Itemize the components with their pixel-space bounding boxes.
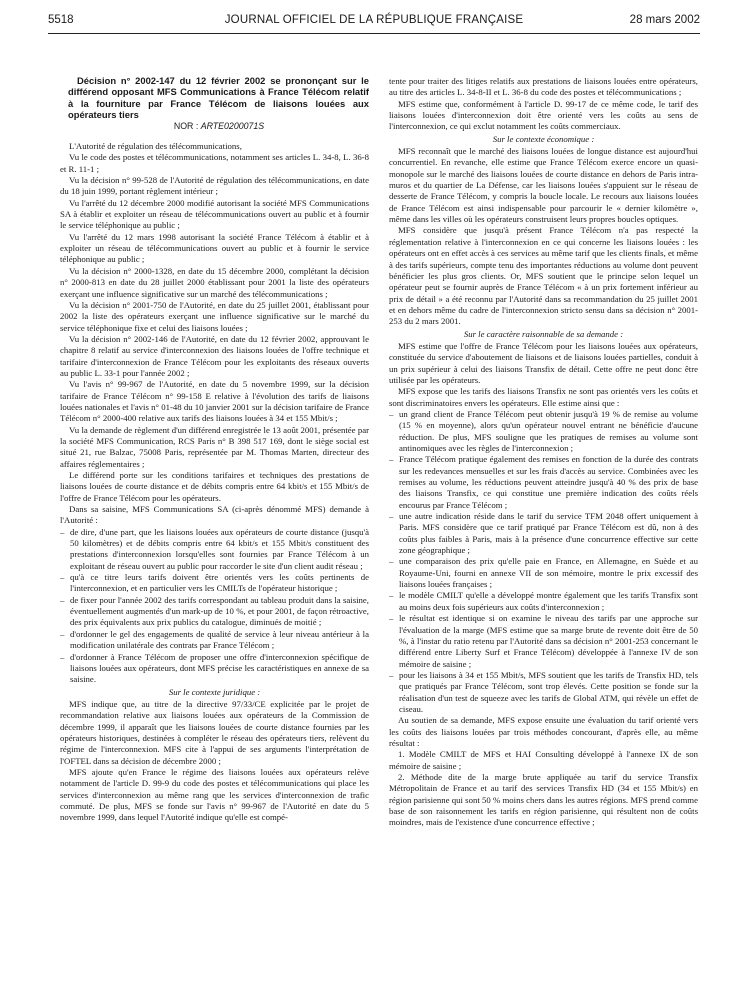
list-item: – de dire, d'une part, que les liaisons louées aux opérateurs de courte distance (jusqu'à 50 kilomètres) et de débits compris entre 64 kbit/s et 155 Mbit/s constituent des prestations d'interconnexion lorsqu'elles sont fournies par France Télécom à un exploitant de réseau ouvert au public pour raccorder le site d'un client audit réseau ; (60, 527, 369, 572)
body-paragraph: MFS ajoute qu'en France le régime des liaisons louées aux opérateurs relève notamment de l'article D. 99-9 du code des postes et télécommunications qui place les services d'interconnexion au même rang que les services d'interconnexion de trafic commuté. De plus, MFS se fonde sur l'avis n° 99-967 de l'Autorité en date du 5 novembre 1999, dans lequel l'Autorité indique qu'elle est compé- (60, 766, 369, 823)
left-column (60, 75, 369, 985)
differend-paragraph: Le différend porte sur les conditions tarifaires et techniques des prestations de liaisons louées de courte distance et de débits compris entre 64 kbit/s et 155 Mbit/s de l'offre de France Télécom pour les opérateurs. (60, 470, 369, 503)
list-item: – le résultat est identique si on examine le niveau des tarifs par une approche sur l'évaluation de la marge (MFS estime que sa marge brute de revente doit être de 50 %, à l'instar du ratio retenu par l'Autorité dans sa décision n° 2001-253 concernant le différend entre Liberty Surf et France Télécom) développée à l'annexe IV de son mémoire de saisine ; (389, 613, 698, 670)
visa-paragraph: Vu la décision n° 2000-1328, en date du 15 décembre 2000, complétant la décision n° 2000-813 en date du 28 juillet 2000 établissant pour 2001 la liste des opérateurs exerçant une influence significative sur un marché des télécommunications ; (60, 265, 369, 299)
method-paragraph: 1. Modèle CMILT de MFS et HAI Consulting développé à l'annexe IX de son mémoire de saisine ; (389, 749, 698, 771)
nor-label: NOR : (173, 120, 199, 131)
visa-paragraph: Vu la décision n° 2001-750 de l'Autorité, en date du 25 juillet 2001, établissant pour 2002 la liste des opérateurs exerçant une influence significative sur le marché du service téléphonique fixe et celui des liaisons louées ; (60, 299, 369, 333)
intro-text: L'Autorité de régulation des télécommunications, (69, 141, 242, 152)
list-item: – qu'à ce titre leurs tarifs doivent être orientés vers les coûts pertinents de l'interconnexion, et en particulier vers les CMILTs de l'opérateur historique ; (60, 572, 369, 595)
expose-intro: MFS expose que les tarifs des liaisons Transfix ne sont pas orientés vers les coûts et sont discriminatoires envers les opérateurs. Elle estime ainsi que : (389, 386, 698, 408)
header-rule (48, 33, 700, 34)
body-paragraph: MFS reconnaît que le marché des liaisons louées de longue distance est aujourd'hui concurrentiel. En revanche, elle estime que France Télécom exerce encore un quasi-monopole sur le marché des liaisons louées de courte distance en dehors de Paris intra-muros et du quartier de La Défense, car les liaisons louées s'appuient sur le réseau de desserte de France Télécom, y compris la boucle locale. Le recours aux liaisons louées de France Télécom est ainsi indispensable pour parcourir le « dernier kilomètre », même dans les villes où les opérateurs construisent leurs propres boucles optiques. (389, 146, 698, 225)
method-paragraph: 2. Méthode dite de la marge brute appliquée au tarif du service Transfix Métropolitain de France et au tarif des services Transfix HD (34 et 155 Mbit/s) en région parisienne qui sont 50 % moins chers dans les autres régions. MFS prend comme base de son raisonnement les tarifs en région parisienne, qui résultent non de coûts moindres, mais de l'existence d'une concurrence effective ; (389, 771, 698, 828)
list-item: – d'ordonner le gel des engagements de qualité de service à leur niveau antérieur à la modification unilatérale des contrats par France Télécom ; (60, 629, 369, 652)
expose-list (389, 409, 698, 715)
visa-paragraph: Vu l'arrêté du 12 mars 1998 autorisant la société France Télécom à établir et à exploiter un réseau de télécommunications ouvert au public et à fournir le service téléphonique au public ; (60, 231, 369, 265)
body-paragraph: MFS considère que jusqu'à présent France Télécom n'a pas respecté la réglementation relative à l'interconnexion en ce qui concerne les liaisons louées : les opérateurs ont en effet accès à ces services au même tarif que les clients finals, et même à des tarifs supérieurs, compte tenu des importantes réductions au volume dont peuvent bénéficier les plus gros clients. Or, MFS soutient que le principe selon lequel un opérateur peut se fournir auprès de France Télécom « à un prix fortement inférieur au prix de détail » a été reconnu par l'Autorité dans sa recommandation du 25 juillet 2001 et en dehors même du cadre de l'interconnexion stricto sensu dans sa décision n° 2001-253 du 2 mars 2001. (389, 225, 698, 327)
journal-title: JOURNAL OFFICIEL DE LA RÉPUBLIQUE FRANÇAISE (224, 14, 524, 26)
section-heading-juridique: Sur le contexte juridique : (168, 686, 261, 697)
list-item: – une autre indication réside dans le tarif du service TFM 2048 offert uniquement à Paris. MFS considère que ce tarif pratiqué par France Télécom est dû, non à des coûts plus faibles à Paris, mais à la présence d'une concurrence effective sur cette zone géographique ; (389, 511, 698, 556)
list-item: – un grand client de France Télécom peut obtenir jusqu'à 19 % de remise au volume (15 % en moyenne), alors qu'un opérateur nouvel entrant ne bénéficie d'aucune réduction. De plus, MFS souligne que les pratiques de remises au volume sont antinomiques avec les règles de l'interconnexion ; (389, 409, 698, 454)
body-paragraph: MFS estime que, conformément à l'article D. 99-17 de ce même code, le tarif des liaisons louées d'interconnexion doit être orienté vers les coûts au sens de l'interconnexion, ce qui exclut notamment les coûts commerciaux. (389, 98, 698, 132)
visa-paragraph: Vu la demande de règlement d'un différend enregistrée le 13 août 2001, présentée par la société MFS Communication, RCS Paris n° B 398 517 169, dont le siège social est situé 21, rue Balzac, 75008 Paris, représentée par M. Thomas Marten, directeur des affaires réglementaires ; (60, 424, 369, 469)
section-heading-raisonnable: Sur le caractère raisonnable de sa demande : (463, 328, 624, 339)
continued-paragraph: tente pour traiter des litiges relatifs aux prestations de liaisons louées entre opérateurs, au titre des articles L. 34-8-II et L. 36-8 du code des postes et télécommunications ; (389, 76, 698, 98)
saisine-list (60, 527, 369, 686)
body-paragraph: MFS indique que, au titre de la directive 97/33/CE explicitée par le projet de recommandation relative aux liaisons louées aux opérateurs de la Commission de décembre 1999, il apparaît que les liaisons louées de courte distance fournies par les opérateurs historiques, destinées à compléter le réseau des opérateurs tiers, relèvent du régime de l'interconnexion. MFS cite à l'appui de ses arguments l'interprétation de l'OFTEL dans sa décision de décembre 2000 ; (60, 698, 369, 766)
visa-paragraph: Vu le code des postes et télécommunications, notamment ses articles L. 34-8, L. 36-8 et R. 11-1 ; (60, 152, 369, 174)
issue-date: 28 mars 2002 (629, 14, 700, 26)
visa-paragraph: Vu l'arrêté du 12 décembre 2000 modifié autorisant la société MFS Communications SA à établir et exploiter un réseau de télécommunications ouvert au public et à fournir le service téléphonique au public ; (60, 197, 369, 231)
page-header (48, 12, 700, 30)
section-heading-economique: Sur le contexte économique : (492, 133, 595, 144)
saisine-intro: Dans sa saisine, MFS Communications SA (ci-après dénommé MFS) demande à l'Autorité : (60, 504, 369, 526)
nor-reference (60, 121, 369, 132)
list-item: – France Télécom pratique également des remises en fonction de la durée des contrats sur les redevances mensuelles et sur les frais d'accès au service. Combinées avec les remises au volume, les réductions peuvent atteindre jusqu'à 40 % des prix de base des liaisons Transfix, ce qui constitue une première indication des coûts réels encourus par France Télécom ; (389, 454, 698, 511)
right-column (389, 76, 698, 986)
body-paragraph: MFS estime que l'offre de France Télécom pour les liaisons louées aux opérateurs, constituée du service d'aboutement de liaisons et de liaisons louées partielles, conduit à un prix supérieur à celui des liaisons Transfix de détail. Cette offre ne peut donc être utilisée par les opérateurs. (389, 340, 698, 385)
page-number: 5518 (48, 14, 74, 26)
list-item: – une comparaison des prix qu'elle paie en France, en Allemagne, en Suède et au Royaume-Uni, fourni en annexe VII de son mémoire, montre le prix excessif des liaisons louées françaises ; (389, 556, 698, 590)
list-item: – de fixer pour l'année 2002 des tarifs correspondant au tableau produit dans la saisine, éventuellement augmentés d'un mark-up de 10 %, et pour 2001, de façon rétroactive, des prix équivalents aux prix publics du catalogue, diminués de moitié ; (60, 595, 369, 629)
body-paragraph: Au soutien de sa demande, MFS expose ensuite une évaluation du tarif orienté vers les coûts des liaisons louées par trois méthodes concourant, d'après elle, au même résultat : (389, 715, 698, 748)
list-item: – pour les liaisons à 34 et 155 Mbit/s, MFS soutient que les tarifs de Transfix HD, tels que pratiqués par France Télécom, sont trop élevés. Cette position se fonde sur la réalisation d'un test de squeeze avec les tarifs de Global ATM, qui révèle un effet de ciseau. (389, 670, 698, 715)
list-item: – le modèle CMILT qu'elle a développé montre également que les tarifs Transfix sont au moins deux fois supérieurs aux coûts d'interconnexion ; (389, 590, 698, 613)
visa-paragraph: Vu la décision n° 99-528 de l'Autorité de régulation des télécommunications, en date du 18 juin 1999, portant règlement intérieur ; (60, 175, 369, 197)
nor-code: ARTE0200071S (200, 120, 265, 131)
visa-paragraph: Vu l'avis n° 99-967 de l'Autorité, en date du 5 novembre 1999, sur la décision tarifaire de France Télécom n° 99-158 E relative à l'évolution des tarifs de liaisons louées nationales et l'avis n° 01-48 du 10 janvier 2001 sur la décision tarifaire de France Télécom n° 2000-400 relative aux tarifs des liaisons louées à 34 et 155 Mbit/s ; (60, 379, 369, 424)
visa-paragraph: Vu la décision n° 2002-146 de l'Autorité, en date du 12 février 2002, approuvant le chapitre 8 relatif au service d'interconnexion des liaisons louées de l'offre technique et tarifaire d'interconnexion de France Télécom pour les exploitants des réseaux ouverts au public L. 33-1 pour l'année 2002 ; (60, 333, 369, 378)
decision-title: Décision n° 2002-147 du 12 février 2002 se prononçant sur le différend opposant MFS Communications à France Télécom relatif à la fourniture par France Télécom de liaisons louées aux opérateurs tiers (68, 75, 369, 121)
list-item: – d'ordonner à France Télécom de proposer une offre d'interconnexion spécifique de liaisons louées aux opérateurs, dont MFS précise les caractéristiques en annexe de sa saisine. (60, 652, 369, 686)
